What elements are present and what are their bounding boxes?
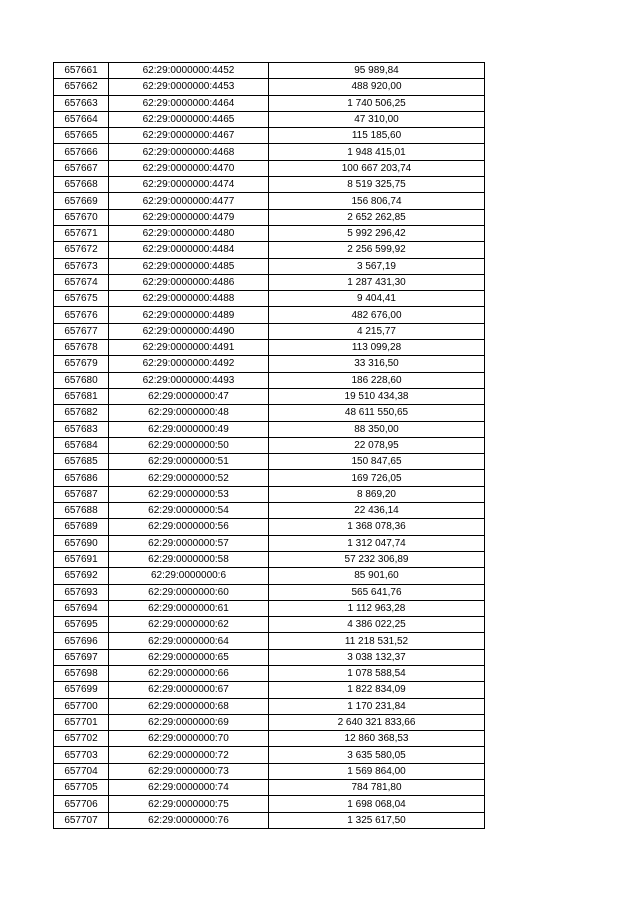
value-cell: 57 232 306,89 <box>269 551 485 567</box>
value-cell: 1 822 834,09 <box>269 682 485 698</box>
table-row <box>54 535 485 551</box>
table-row <box>54 470 485 486</box>
value-cell: 1 948 415,01 <box>269 144 485 160</box>
table-row <box>54 144 485 160</box>
table-row <box>54 307 485 323</box>
row-number-cell: 657693 <box>54 584 109 600</box>
table-row <box>54 503 485 519</box>
value-cell: 1 170 231,84 <box>269 698 485 714</box>
cadastral-number-cell: 62:29:0000000:4453 <box>109 79 269 95</box>
row-number-cell: 657668 <box>54 177 109 193</box>
value-cell: 482 676,00 <box>269 307 485 323</box>
value-cell: 169 726,05 <box>269 470 485 486</box>
row-number-cell: 657677 <box>54 323 109 339</box>
table-row <box>54 193 485 209</box>
cadastral-number-cell: 62:29:0000000:4468 <box>109 144 269 160</box>
table-row <box>54 698 485 714</box>
row-number-cell: 657695 <box>54 617 109 633</box>
value-cell: 2 640 321 833,66 <box>269 714 485 730</box>
row-number-cell: 657671 <box>54 225 109 241</box>
value-cell: 3 567,19 <box>269 258 485 274</box>
cadastral-value-table <box>53 62 485 829</box>
value-cell: 48 611 550,65 <box>269 405 485 421</box>
cadastral-number-cell: 62:29:0000000:4485 <box>109 258 269 274</box>
cadastral-number-cell: 62:29:0000000:69 <box>109 714 269 730</box>
cadastral-number-cell: 62:29:0000000:65 <box>109 649 269 665</box>
row-number-cell: 657698 <box>54 665 109 681</box>
row-number-cell: 657669 <box>54 193 109 209</box>
table-row <box>54 731 485 747</box>
value-cell: 12 860 368,53 <box>269 731 485 747</box>
table-row <box>54 633 485 649</box>
cadastral-number-cell: 62:29:0000000:4488 <box>109 291 269 307</box>
cadastral-number-cell: 62:29:0000000:4467 <box>109 128 269 144</box>
value-cell: 2 652 262,85 <box>269 209 485 225</box>
row-number-cell: 657689 <box>54 519 109 535</box>
row-number-cell: 657681 <box>54 388 109 404</box>
cadastral-number-cell: 62:29:0000000:57 <box>109 535 269 551</box>
row-number-cell: 657678 <box>54 340 109 356</box>
value-cell: 19 510 434,38 <box>269 388 485 404</box>
row-number-cell: 657702 <box>54 731 109 747</box>
cadastral-number-cell: 62:29:0000000:47 <box>109 388 269 404</box>
row-number-cell: 657686 <box>54 470 109 486</box>
table-row <box>54 323 485 339</box>
value-cell: 11 218 531,52 <box>269 633 485 649</box>
cadastral-number-cell: 62:29:0000000:4470 <box>109 160 269 176</box>
row-number-cell: 657675 <box>54 291 109 307</box>
cadastral-number-cell: 62:29:0000000:4452 <box>109 63 269 79</box>
value-cell: 1 078 588,54 <box>269 665 485 681</box>
cadastral-number-cell: 62:29:0000000:4479 <box>109 209 269 225</box>
table-row <box>54 388 485 404</box>
cadastral-number-cell: 62:29:0000000:61 <box>109 600 269 616</box>
value-cell: 784 781,80 <box>269 780 485 796</box>
table-row <box>54 160 485 176</box>
table-row <box>54 600 485 616</box>
table-row <box>54 617 485 633</box>
value-cell: 1 325 617,50 <box>269 812 485 828</box>
value-cell: 4 215,77 <box>269 323 485 339</box>
row-number-cell: 657663 <box>54 95 109 111</box>
table-row <box>54 584 485 600</box>
table-row <box>54 177 485 193</box>
table-row <box>54 128 485 144</box>
table-row <box>54 63 485 79</box>
value-cell: 1 287 431,30 <box>269 274 485 290</box>
cadastral-number-cell: 62:29:0000000:4480 <box>109 225 269 241</box>
table-row <box>54 95 485 111</box>
table-row <box>54 568 485 584</box>
cadastral-number-cell: 62:29:0000000:4489 <box>109 307 269 323</box>
row-number-cell: 657673 <box>54 258 109 274</box>
row-number-cell: 657688 <box>54 503 109 519</box>
row-number-cell: 657705 <box>54 780 109 796</box>
row-number-cell: 657691 <box>54 551 109 567</box>
row-number-cell: 657667 <box>54 160 109 176</box>
row-number-cell: 657700 <box>54 698 109 714</box>
cadastral-number-cell: 62:29:0000000:68 <box>109 698 269 714</box>
cadastral-number-cell: 62:29:0000000:73 <box>109 763 269 779</box>
cadastral-number-cell: 62:29:0000000:75 <box>109 796 269 812</box>
table-row <box>54 79 485 95</box>
cadastral-number-cell: 62:29:0000000:52 <box>109 470 269 486</box>
value-cell: 113 099,28 <box>269 340 485 356</box>
table-row <box>54 665 485 681</box>
cadastral-number-cell: 62:29:0000000:58 <box>109 551 269 567</box>
row-number-cell: 657680 <box>54 372 109 388</box>
value-cell: 9 404,41 <box>269 291 485 307</box>
cadastral-number-cell: 62:29:0000000:48 <box>109 405 269 421</box>
table-row <box>54 551 485 567</box>
value-cell: 1 569 864,00 <box>269 763 485 779</box>
value-cell: 1 312 047,74 <box>269 535 485 551</box>
value-cell: 8 869,20 <box>269 486 485 502</box>
cadastral-number-cell: 62:29:0000000:50 <box>109 437 269 453</box>
value-cell: 488 920,00 <box>269 79 485 95</box>
table-row <box>54 421 485 437</box>
row-number-cell: 657662 <box>54 79 109 95</box>
value-cell: 1 698 068,04 <box>269 796 485 812</box>
table-body <box>54 63 485 829</box>
row-number-cell: 657703 <box>54 747 109 763</box>
cadastral-number-cell: 62:29:0000000:4492 <box>109 356 269 372</box>
value-cell: 22 436,14 <box>269 503 485 519</box>
row-number-cell: 657692 <box>54 568 109 584</box>
value-cell: 8 519 325,75 <box>269 177 485 193</box>
row-number-cell: 657679 <box>54 356 109 372</box>
row-number-cell: 657664 <box>54 111 109 127</box>
table-row <box>54 812 485 828</box>
row-number-cell: 657706 <box>54 796 109 812</box>
row-number-cell: 657694 <box>54 600 109 616</box>
cadastral-number-cell: 62:29:0000000:60 <box>109 584 269 600</box>
cadastral-number-cell: 62:29:0000000:74 <box>109 780 269 796</box>
cadastral-number-cell: 62:29:0000000:4486 <box>109 274 269 290</box>
value-cell: 22 078,95 <box>269 437 485 453</box>
row-number-cell: 657661 <box>54 63 109 79</box>
table-row <box>54 209 485 225</box>
table-row <box>54 454 485 470</box>
cadastral-number-cell: 62:29:0000000:51 <box>109 454 269 470</box>
value-cell: 95 989,84 <box>269 63 485 79</box>
table-row <box>54 356 485 372</box>
cadastral-number-cell: 62:29:0000000:4474 <box>109 177 269 193</box>
value-cell: 88 350,00 <box>269 421 485 437</box>
cadastral-number-cell: 62:29:0000000:53 <box>109 486 269 502</box>
row-number-cell: 657676 <box>54 307 109 323</box>
table-row <box>54 225 485 241</box>
row-number-cell: 657682 <box>54 405 109 421</box>
row-number-cell: 657665 <box>54 128 109 144</box>
cadastral-number-cell: 62:29:0000000:4465 <box>109 111 269 127</box>
cadastral-number-cell: 62:29:0000000:67 <box>109 682 269 698</box>
row-number-cell: 657684 <box>54 437 109 453</box>
table-row <box>54 682 485 698</box>
cadastral-number-cell: 62:29:0000000:49 <box>109 421 269 437</box>
cadastral-number-cell: 62:29:0000000:4491 <box>109 340 269 356</box>
value-cell: 1 368 078,36 <box>269 519 485 535</box>
table-row <box>54 486 485 502</box>
cadastral-number-cell: 62:29:0000000:4493 <box>109 372 269 388</box>
table-row <box>54 372 485 388</box>
value-cell: 100 667 203,74 <box>269 160 485 176</box>
row-number-cell: 657701 <box>54 714 109 730</box>
row-number-cell: 657687 <box>54 486 109 502</box>
value-cell: 186 228,60 <box>269 372 485 388</box>
table-row <box>54 519 485 535</box>
table-row <box>54 714 485 730</box>
row-number-cell: 657696 <box>54 633 109 649</box>
cadastral-number-cell: 62:29:0000000:4477 <box>109 193 269 209</box>
table-row <box>54 649 485 665</box>
table-row <box>54 780 485 796</box>
row-number-cell: 657699 <box>54 682 109 698</box>
row-number-cell: 657666 <box>54 144 109 160</box>
cadastral-number-cell: 62:29:0000000:72 <box>109 747 269 763</box>
value-cell: 2 256 599,92 <box>269 242 485 258</box>
value-cell: 33 316,50 <box>269 356 485 372</box>
cadastral-number-cell: 62:29:0000000:4484 <box>109 242 269 258</box>
row-number-cell: 657697 <box>54 649 109 665</box>
value-cell: 47 310,00 <box>269 111 485 127</box>
cadastral-number-cell: 62:29:0000000:76 <box>109 812 269 828</box>
table-row <box>54 274 485 290</box>
table-row <box>54 340 485 356</box>
cadastral-number-cell: 62:29:0000000:62 <box>109 617 269 633</box>
value-cell: 156 806,74 <box>269 193 485 209</box>
table-row <box>54 242 485 258</box>
table-row <box>54 291 485 307</box>
row-number-cell: 657670 <box>54 209 109 225</box>
cadastral-number-cell: 62:29:0000000:56 <box>109 519 269 535</box>
value-cell: 150 847,65 <box>269 454 485 470</box>
value-cell: 3 635 580,05 <box>269 747 485 763</box>
cadastral-number-cell: 62:29:0000000:6 <box>109 568 269 584</box>
value-cell: 1 740 506,25 <box>269 95 485 111</box>
value-cell: 565 641,76 <box>269 584 485 600</box>
row-number-cell: 657683 <box>54 421 109 437</box>
table-row <box>54 437 485 453</box>
row-number-cell: 657674 <box>54 274 109 290</box>
row-number-cell: 657707 <box>54 812 109 828</box>
cadastral-number-cell: 62:29:0000000:64 <box>109 633 269 649</box>
table-row <box>54 796 485 812</box>
value-cell: 5 992 296,42 <box>269 225 485 241</box>
cadastral-number-cell: 62:29:0000000:70 <box>109 731 269 747</box>
value-cell: 115 185,60 <box>269 128 485 144</box>
value-cell: 1 112 963,28 <box>269 600 485 616</box>
row-number-cell: 657685 <box>54 454 109 470</box>
table-row <box>54 763 485 779</box>
table-row <box>54 111 485 127</box>
table-row <box>54 747 485 763</box>
table-row <box>54 405 485 421</box>
value-cell: 3 038 132,37 <box>269 649 485 665</box>
value-cell: 85 901,60 <box>269 568 485 584</box>
cadastral-number-cell: 62:29:0000000:66 <box>109 665 269 681</box>
row-number-cell: 657704 <box>54 763 109 779</box>
cadastral-number-cell: 62:29:0000000:54 <box>109 503 269 519</box>
cadastral-number-cell: 62:29:0000000:4490 <box>109 323 269 339</box>
cadastral-number-cell: 62:29:0000000:4464 <box>109 95 269 111</box>
row-number-cell: 657672 <box>54 242 109 258</box>
table-row <box>54 258 485 274</box>
row-number-cell: 657690 <box>54 535 109 551</box>
value-cell: 4 386 022,25 <box>269 617 485 633</box>
